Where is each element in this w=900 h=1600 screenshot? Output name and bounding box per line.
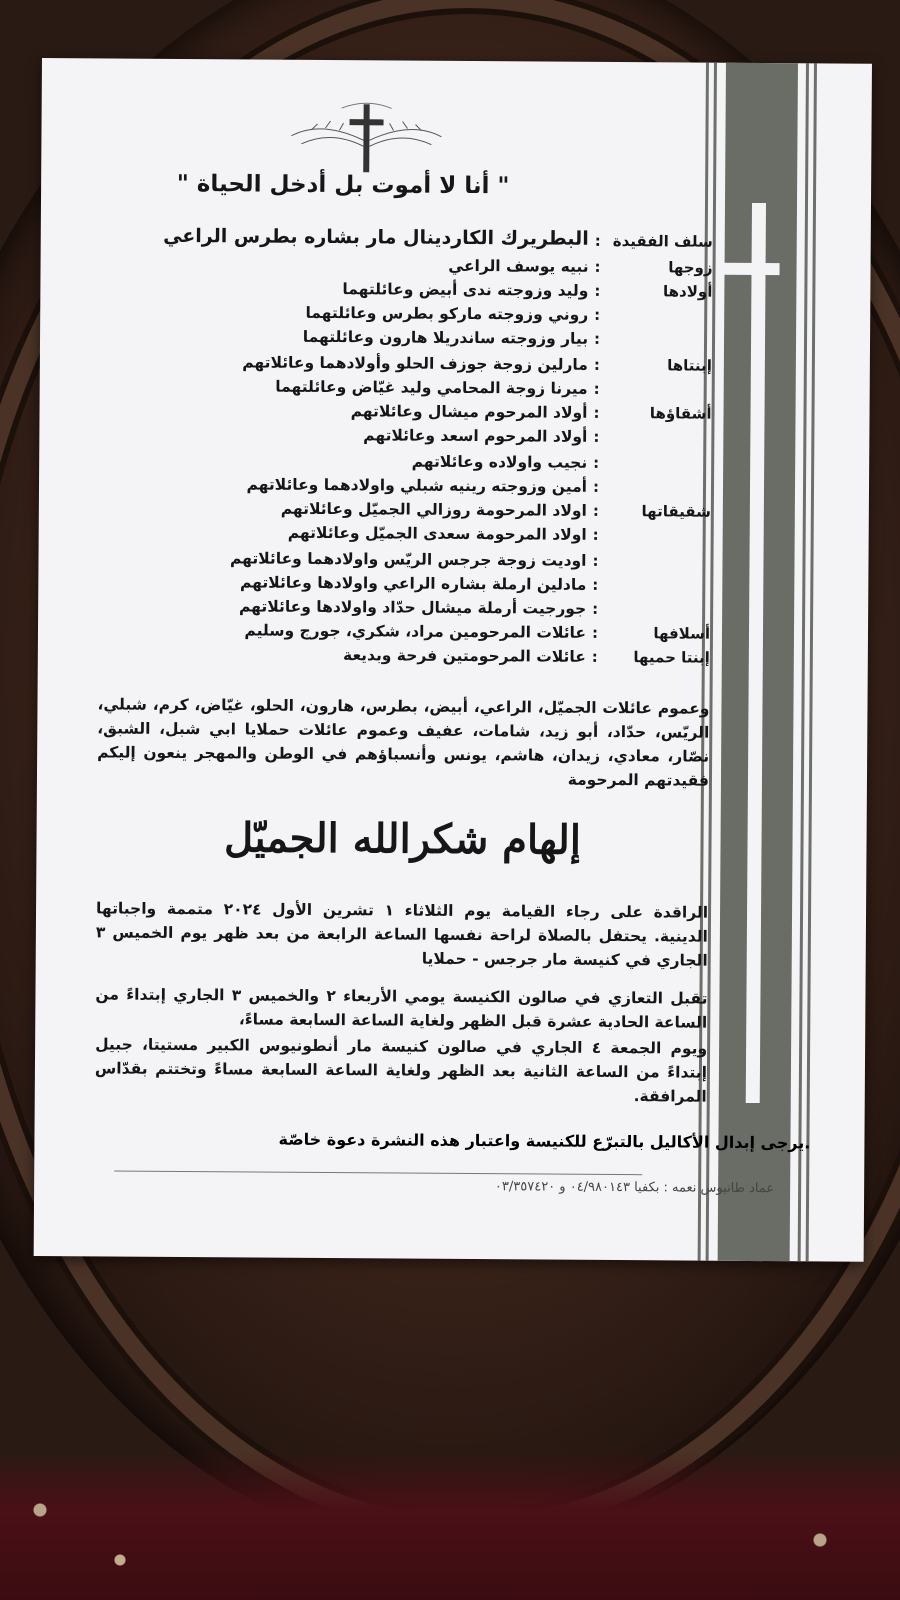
relation-label: [611, 454, 711, 455]
relation-value: بيار وزوجته ساندريلا هارون وعائلتهما: [302, 327, 589, 348]
quote-heading: " أنا لا أموت بل أدخل الحياة ": [176, 170, 510, 200]
relation-colon: :: [594, 281, 601, 300]
families-paragraph: وعموم عائلات الجميّل، الراعي، أبيض، بطرس، هارون، الحلو، غيّاض، كرم، شبلي، الريّس، حدّاد، أبو زيد، شامات، عفيف وعموم عائلات حملايا ابي شبل، الشبق، نصّار، معادي، زيدان، هاشم، يونس وأنسباؤهم في الوطن والمهجر ينعون إليكم فقيدتهم المرحومة: [97, 695, 710, 790]
closing-note: يرجى إبدال الأكاليل بالتبرّع للكنيسة واعتبار هذه النشرة دعوة خاصّة.: [278, 1129, 811, 1153]
relation-colon: :: [592, 477, 600, 496]
cross-with-branches-icon: [281, 100, 452, 175]
relation-colon: :: [593, 427, 600, 446]
divider: [114, 1171, 642, 1176]
obituary-notice: [34, 58, 872, 1262]
relation-value: جورجيت أرملة ميشال حدّاد واولادها وعائلاتهم: [239, 597, 587, 618]
relation-value: مارلين زوجة جوزف الحلو وأولادهما وعائلاتهم: [242, 353, 588, 374]
condolence-paragraph: تقبل التعازي في صالون الكنيسة يومي الأربعاء ٢ والخميس ٣ الجاري إبتداءً من الساعة الحادية عشرة قبل الظهر ولغاية الساعة السابعة مساءً،: [95, 985, 708, 1032]
relation-value: أولاد المرحوم اسعد وعائلاتهم: [363, 426, 588, 446]
relation-label: أسلافها: [653, 624, 711, 643]
relation-value: أولاد المرحوم ميشال وعائلاتهم: [350, 402, 588, 422]
relation-value: نجيب واولاده وعائلاتهم: [411, 452, 588, 472]
relation-label: [611, 478, 711, 479]
relation-label: شقيقاتها: [641, 502, 711, 521]
relation-colon: :: [593, 403, 600, 422]
relation-label: [610, 576, 710, 577]
relation-colon: :: [594, 257, 601, 276]
relation-value: البطريرك الكاردينال مار بشاره بطرس الراعي: [163, 224, 589, 250]
relation-label: [612, 330, 712, 331]
relation-colon: :: [592, 551, 599, 570]
relation-colon: :: [591, 647, 598, 666]
relation-label: أولادها: [662, 282, 713, 301]
relation-label: [611, 552, 711, 553]
relation-value: أمين وزوجته رينيه شبلي واولادهما وعائلاتهم: [246, 475, 588, 496]
printer-footer: عماد طانيوس نعمه : بكفيا ٠٤/٩٨٠١٤٣ و ٠٣/٣٥٧٤٢٠: [494, 1179, 775, 1197]
relation-value: ميرنا زوجة المحامي وليد غيّاض وعائلتهما: [275, 377, 588, 398]
relation-colon: :: [592, 575, 599, 594]
relation-value: وليد وزوجته ندى أبيض وعائلتهما: [342, 280, 589, 300]
deceased-name: إلهام شكرالله الجميّل: [223, 814, 582, 864]
relation-colon: :: [593, 329, 601, 348]
relation-value: نبيه يوسف الراعي: [448, 256, 589, 276]
relation-colon: :: [594, 231, 601, 250]
relation-colon: :: [594, 305, 601, 324]
relation-colon: :: [591, 623, 599, 642]
relation-label: [612, 380, 712, 381]
relation-label: سلف الفقيدة: [612, 231, 713, 251]
carpet: [0, 1450, 900, 1600]
relation-value: عائلات المرحومتين فرحة وبديعة: [343, 646, 586, 666]
relation-label: [611, 428, 711, 429]
relation-label: [610, 600, 710, 601]
relation-colon: :: [592, 525, 599, 544]
relation-colon: :: [592, 501, 599, 520]
relation-label: إبنتا حميها: [633, 648, 710, 667]
relation-value: عائلات المرحومين مراد، شكري، جورج وسليم: [244, 621, 587, 642]
relation-label: [611, 526, 711, 527]
relation-label: أشقاؤها: [649, 404, 712, 423]
relation-colon: :: [593, 453, 600, 472]
condolence-paragraph: ويوم الجمعة ٤ الجاري في صالون كنيسة مار أنطونيوس الكبير مستيتا، جبيل إبتداءً من الساعة الثانية بعد الظهر ولغاية الساعة السابعة مساءً وتختتم بقدّاس المرافقة.: [94, 1035, 708, 1106]
cross-icon-bar: [724, 263, 780, 275]
relation-label: [612, 306, 712, 307]
relation-colon: :: [593, 355, 600, 374]
relation-colon: :: [593, 379, 600, 398]
relation-value: اولاد المرحومة روزالي الجميّل وعائلاتهم: [280, 499, 587, 520]
funeral-paragraph: الراقدة على رجاء القيامة يوم الثلاثاء ١ تشرين الأول ٢٠٢٤ متممة واجباتها الدينية. يحتفل بالصلاة لراحة نفسها الساعة الرابعة من بعد ظهر يوم الخميس ٣ الجاري في كنيسة مار جرجس - حملايا: [95, 899, 709, 970]
relation-label: زوجها: [668, 258, 713, 277]
relation-value: روني وزوجته ماركو بطرس وعائلتهما: [305, 303, 589, 324]
relation-colon: :: [592, 599, 599, 618]
relation-value: مادلين ارملة بشاره الراعي واولادها وعائلاتهم: [239, 573, 587, 594]
relation-label: إبنتاها: [667, 356, 712, 375]
relation-row: [98, 644, 710, 674]
relation-value: اوديت زوجة جرجس الريّس واولادهما وعائلاتهم: [229, 549, 587, 570]
relation-value: اولاد المرحومة سعدى الجميّل وعائلاتهم: [287, 523, 587, 544]
